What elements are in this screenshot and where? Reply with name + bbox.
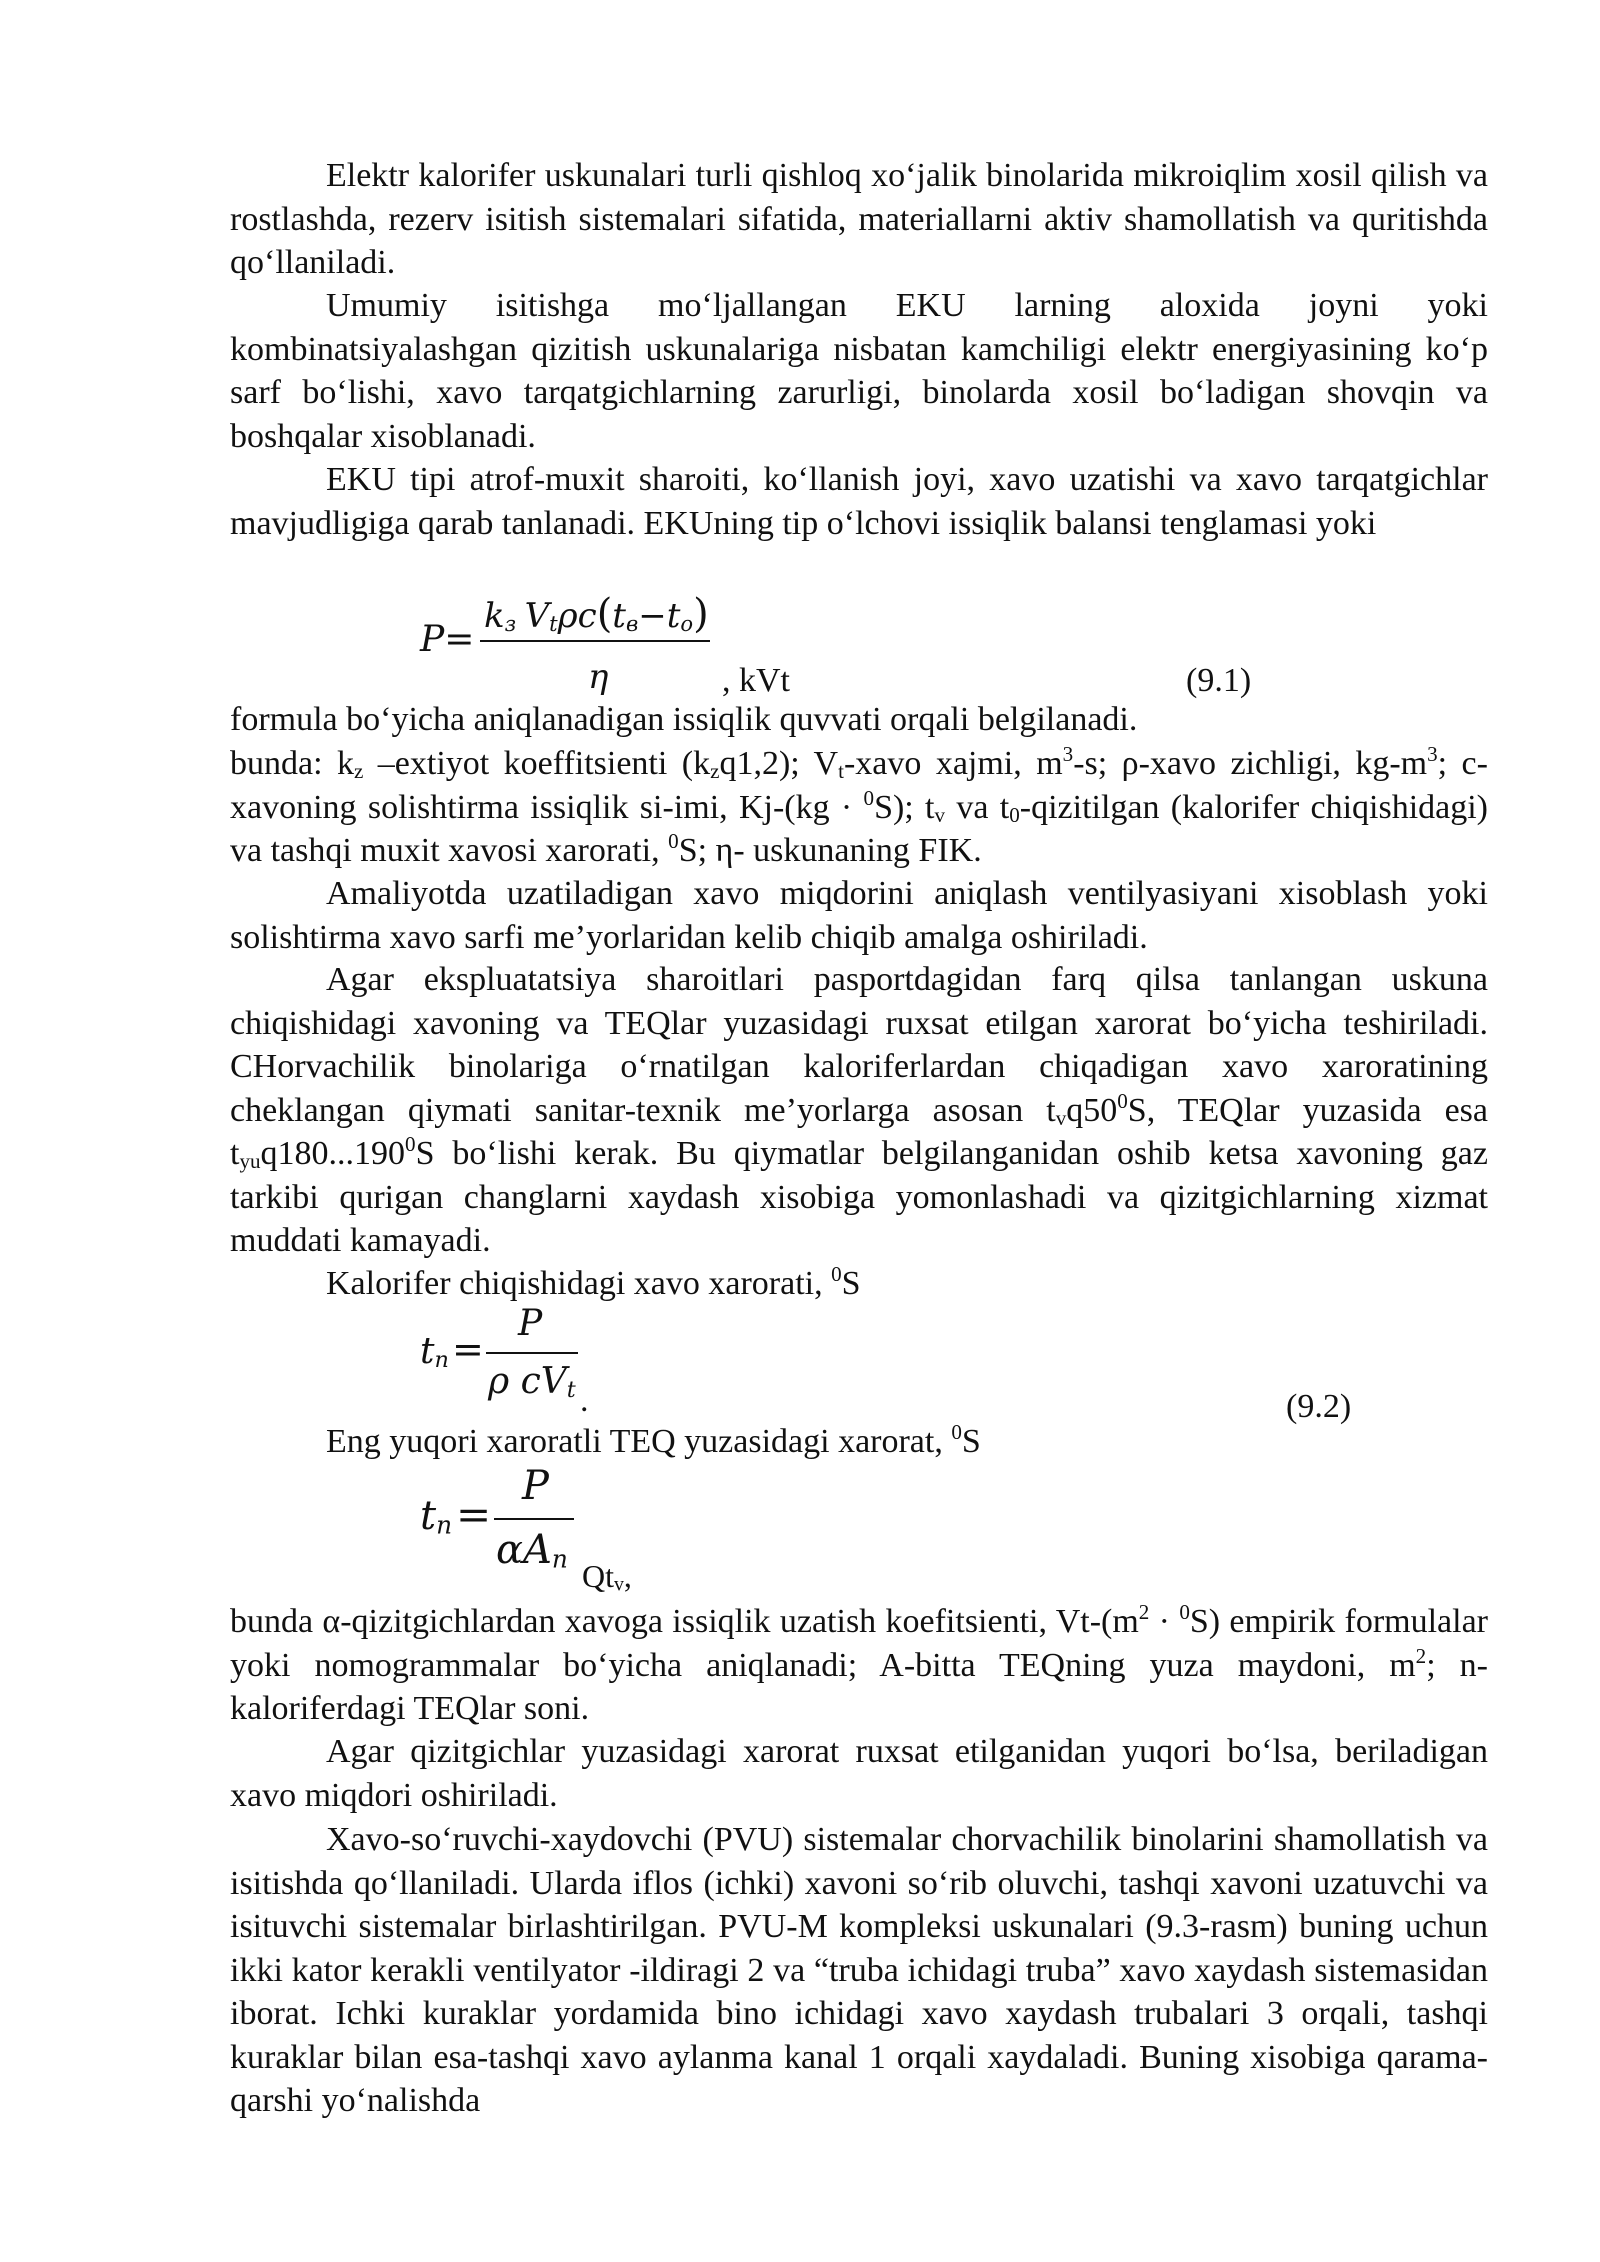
eq1-lhs: P= (420, 619, 475, 660)
paragraph-variables: bunda: kz –extiyot koeffitsienti (kzq1,2); Vt-xavo xajmi, $m^3-s$; ρ-xavo zichligi, $kg-m^3$; c-xavoning solishtirma issiqlik si-imi, Kj-(kg · $^0$S); tv va t0-qizitilgan (kalorifer chiqishidagi) va tashqi muxit xavosi xarorati, $^0$S; η- uskunaning FIK. (230, 741, 1488, 869)
eq3-fraction-bar (494, 1518, 574, 1520)
eq2-number: (9.2) (1286, 1388, 1352, 1425)
paragraph-practice: Amaliyotda uzatiladigan xavo miqdorini aniqlash ventilyasiyani xisoblash yoki solishtirma xavo sarfi me’yorlaridan kelib chiqib amalga oshiriladi. (230, 875, 1488, 956)
eq3-lhs: tn (420, 1493, 453, 1540)
eq3-tail: Qtv, (582, 1558, 632, 1596)
paragraph-surface-temp: Eng yuqori xaroratli TEQ yuzasidagi xarorat, $^0$S (326, 1419, 981, 1460)
eq1-denominator: η (588, 657, 609, 697)
eq1-unit: , kVt (722, 662, 790, 699)
eq1-numerator: kз Vtρc(tв−to) (484, 591, 709, 637)
eq2-numerator: P (518, 1303, 543, 1344)
eq1-number: (9.1) (1186, 662, 1252, 699)
paragraph-formula-ref: formula bo‘yicha aniqlanadigan issiqlik quvvati orqali belgilanadi. (230, 701, 1138, 738)
eq3-equals: = (456, 1490, 492, 1539)
eq2-lhs: tn (420, 1331, 449, 1374)
paragraph-eku-selection: EKU tipi atrof-muxit sharoiti, ko‘llanish joyi, xavo uzatishi va xavo tarqatgichlar mavjudligiga qarab tanlanadi. EKUning tip o‘lchovi issiqlik balansi tenglamasi yoki (230, 461, 1488, 542)
paragraph-eku-drawbacks: Umumiy isitishga mo‘ljallangan EKU larning aloxida joyni yoki kombinatsiyalashgan qizitish uskunalariga nisbatan kamchiligi elektr energiyasining ko‘p sarf bo‘lishi, xavo tarqatgichlarning zarurligi, binolarda xosil bo‘ladigan shovqin va boshqalar xisoblanadi. (230, 287, 1488, 455)
eq2-equals: = (452, 1327, 484, 1371)
eq3-denominator: αAn (496, 1527, 568, 1574)
paragraph-pvu: Xavo-so‘ruvchi-xaydovchi (PVU) sistemalar chorvachilik binolarini shamollatish va isitishda qo‘llaniladi. Ularda iflos (ichki) xavoni so‘rib oluvchi, tashqi xavoni uzatuvchi va isituvchi sistemalar birlashtirilgan. PVU-M kompleksi uskunalari (9.3-rasm) buning uchun ikki kator kerakli ventilyator -ildiragi 2 va “truba ichidagi truba” xavo xaydash sistemasidan iborat. Ichki kuraklar yordamida bino ichidagi xavo xaydash trubalari 3 orqali, tashqi kuraklar bilan esa-tashqi xavo aylanma kanal 1 orqali xaydaladi. Buning xisobiga qarama-qarshi yo‘nalishda (230, 1821, 1488, 2119)
eq2-denominator: ρ cVt (488, 1361, 576, 1404)
eq3-numerator: P (522, 1463, 549, 1509)
eq2-tail: . (580, 1382, 589, 1419)
paragraph-heater-limit: Agar qizitgichlar yuzasidagi xarorat ruxsat etilganidan yuqori bo‘lsa, beriladigan xavo miqdori oshiriladi. (230, 1733, 1488, 1814)
eq1-fraction-bar (480, 640, 710, 642)
paragraph-exploitation: Agar ekspluatatsiya sharoitlari pasportdagidan farq qilsa tanlangan uskuna chiqishidagi xavoning va TEQlar yuzasidagi ruxsat etilgan xarorat bo‘yicha teshiriladi. CHorvachilik binolariga o‘rnatilgan kaloriferlardan chiqadigan xavo xaroratining cheklangan qiymati sanitar-texnik me’yorlarga asosan $tvq50^0S$, TEQlar yuzasida esa tyuq180...190$^0$S bo‘lishi kerak. Bu qiymatlar belgilanganidan oshib ketsa xavoning gaz tarkibi qurigan changlarni xaydash xisobiga yomonlashadi va qizitgichlarning xizmat muddati kamayadi. (230, 961, 1488, 1259)
paragraph-intro: Elektr kalorifer uskunalari turli qishloq xo‘jalik binolarida mikroiqlim xosil qilish va rostlashda, rezerv isitish sistemalari sifatida, materiallarni aktiv shamollatish va quritishda qo‘llaniladi. (230, 157, 1488, 281)
eq2-fraction-bar (486, 1352, 578, 1354)
paragraph-outlet-temp: Kalorifer chiqishidagi xavo xarorati, $^0$S (326, 1261, 861, 1302)
paragraph-alpha: bunda α-qizitgichlardan xavoga issiqlik uzatish koefitsienti, $Vt-(m^2 \cdot ^0S)$ empirik formulalar yoki nomogrammalar bo‘yicha aniqlanadi; A-bitta TEQning yuza maydoni, $m^2$; n- kaloriferdagi TEQlar soni. (230, 1599, 1488, 1727)
